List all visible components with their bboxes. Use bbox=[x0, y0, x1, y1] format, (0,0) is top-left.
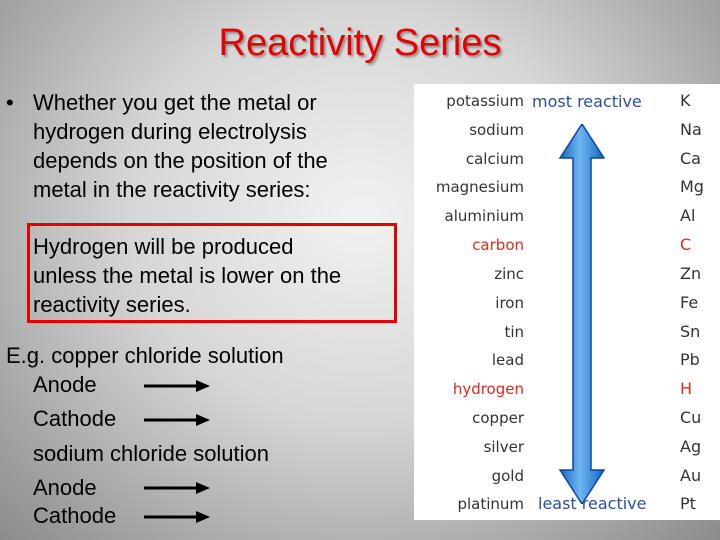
metal-name: carbon bbox=[472, 236, 524, 254]
element-symbol: Pb bbox=[680, 350, 700, 369]
rule-line: Hydrogen will be produced bbox=[33, 234, 294, 259]
metal-name: iron bbox=[495, 294, 524, 312]
element-symbol: Sn bbox=[680, 322, 701, 341]
metal-name: lead bbox=[491, 351, 524, 369]
metal-name: calcium bbox=[465, 150, 524, 168]
metal-name: sodium bbox=[469, 121, 524, 139]
element-symbol: Al bbox=[680, 206, 696, 225]
metal-name: zinc bbox=[494, 265, 524, 283]
bullet-marker: • bbox=[6, 90, 14, 115]
metal-name: silver bbox=[483, 438, 524, 456]
sodium-chloride-heading: sodium chloride solution bbox=[33, 441, 270, 466]
slide-title: Reactivity Series bbox=[218, 22, 502, 64]
metal-name: gold bbox=[491, 467, 524, 485]
right-arrow-icon bbox=[142, 378, 212, 394]
example-heading: E.g. copper chloride solution bbox=[6, 343, 284, 368]
metal-name: aluminium bbox=[444, 207, 524, 225]
copper-anode-label: Anode bbox=[33, 372, 97, 397]
right-arrow-icon bbox=[142, 412, 212, 428]
metal-name: tin bbox=[504, 323, 524, 341]
bullet-point bbox=[6, 88, 396, 204]
element-symbol: Cu bbox=[680, 408, 702, 427]
element-symbol: Fe bbox=[680, 293, 699, 312]
element-symbol: Au bbox=[680, 466, 702, 485]
element-symbol: Pt bbox=[680, 494, 696, 513]
element-symbol: Ca bbox=[680, 149, 701, 168]
right-arrow-icon bbox=[142, 509, 212, 525]
rule-line: unless the metal is lower on the bbox=[33, 263, 342, 288]
sodium-anode-label: Anode bbox=[33, 475, 97, 500]
element-symbol: Na bbox=[680, 120, 702, 139]
sodium-cathode-label: Cathode bbox=[33, 503, 117, 528]
reactivity-series-panel bbox=[414, 84, 720, 520]
least-reactive-label: least reactive bbox=[538, 494, 647, 513]
most-reactive-label: most reactive bbox=[532, 92, 642, 111]
rule-line: reactivity series. bbox=[33, 292, 191, 317]
bullet-line: metal in the reactivity series: bbox=[33, 177, 311, 202]
right-arrow-icon bbox=[142, 480, 212, 496]
metal-name: hydrogen bbox=[452, 380, 524, 398]
element-symbol: Zn bbox=[680, 264, 702, 283]
metal-name: platinum bbox=[457, 495, 524, 513]
element-symbol: C bbox=[680, 235, 692, 254]
element-symbol: Mg bbox=[680, 177, 704, 196]
metal-name: potassium bbox=[446, 92, 524, 110]
bullet-line: depends on the position of the bbox=[33, 148, 328, 173]
metal-name: magnesium bbox=[435, 178, 524, 196]
element-symbol: H bbox=[680, 379, 693, 398]
double-arrow-icon bbox=[558, 124, 606, 504]
hydrogen-rule-box bbox=[27, 223, 397, 323]
element-symbol: K bbox=[680, 91, 691, 110]
metal-name: copper bbox=[472, 409, 524, 427]
bullet-line: Whether you get the metal or bbox=[33, 90, 317, 115]
copper-cathode-label: Cathode bbox=[33, 406, 117, 431]
element-symbol: Ag bbox=[680, 437, 702, 456]
bullet-line: hydrogen during electrolysis bbox=[33, 119, 307, 144]
